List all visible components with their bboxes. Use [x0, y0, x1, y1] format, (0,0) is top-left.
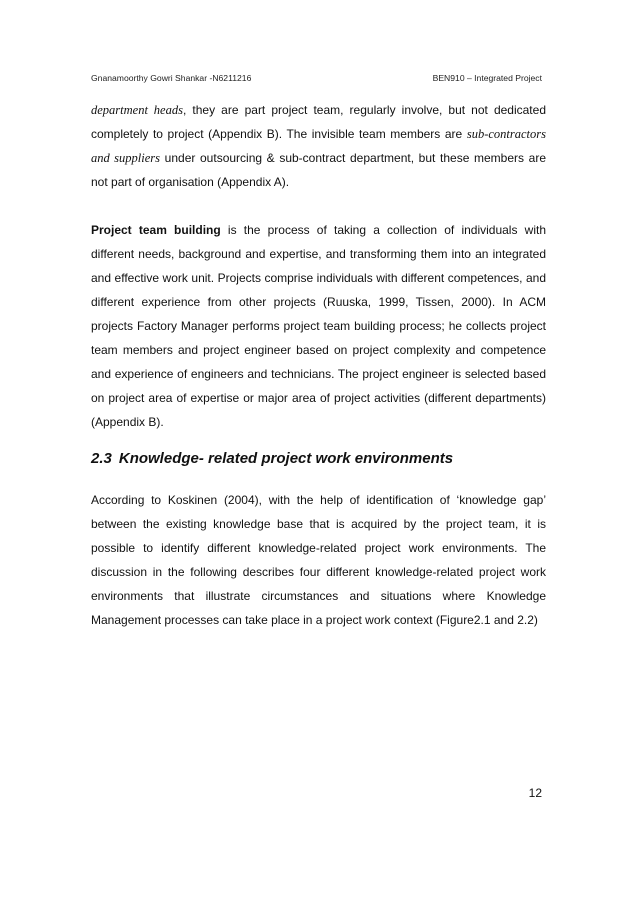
- section-number: 2.3: [91, 450, 112, 467]
- paragraph-text: , they are part project team, regularly involve, but not dedicated completely to project (Appendix B). The invisible team members are: [91, 103, 546, 141]
- bold-term: Project team building: [91, 223, 221, 237]
- header-author: Gnanamoorthy Gowri Shankar -N6211216: [91, 73, 252, 83]
- section-title: Knowledge- related project work environments: [118, 450, 454, 467]
- header-course: BEN910 – Integrated Project: [432, 73, 542, 83]
- paragraph-team-building: [91, 218, 546, 434]
- paragraph-team-members: [91, 98, 546, 194]
- section-heading: [91, 450, 453, 467]
- paragraph-text: under outsourcing & sub-contract department, but these members are not part of organisation (Appendix A).: [91, 151, 546, 189]
- italic-subcontractors: sub-contractors and suppliers: [91, 127, 546, 165]
- page-number: 12: [528, 786, 542, 800]
- paragraph-knowledge-environments: [91, 488, 546, 632]
- paragraph-text: is the process of taking a collection of individuals with different needs, background and expertise, and transforming them into an integrated and effective work unit. Projects comprise individuals with different competences, and different experience from other projects (Ruuska, 1999, Tissen, 2000). In ACM projects Factory Manager performs project team building process; he collects project team members and project engineer based on project complexity and competence and experience of engineers and technicians. The project engineer is selected based on project area of expertise or major area of project activities (different departments) (Appendix B).: [91, 223, 546, 429]
- italic-department-heads: department heads: [91, 103, 183, 117]
- paragraph-text: According to Koskinen (2004), with the help of identification of ‘knowledge gap’ between the existing knowledge base that is acquired by the project team, it is possible to identify different knowledge-related project work environments. The discussion in the following describes four different knowledge-related project work environments that illustrate circumstances and situations where Knowledge Management processes can take place in a project work context (Figure2.1 and 2.2): [91, 493, 546, 627]
